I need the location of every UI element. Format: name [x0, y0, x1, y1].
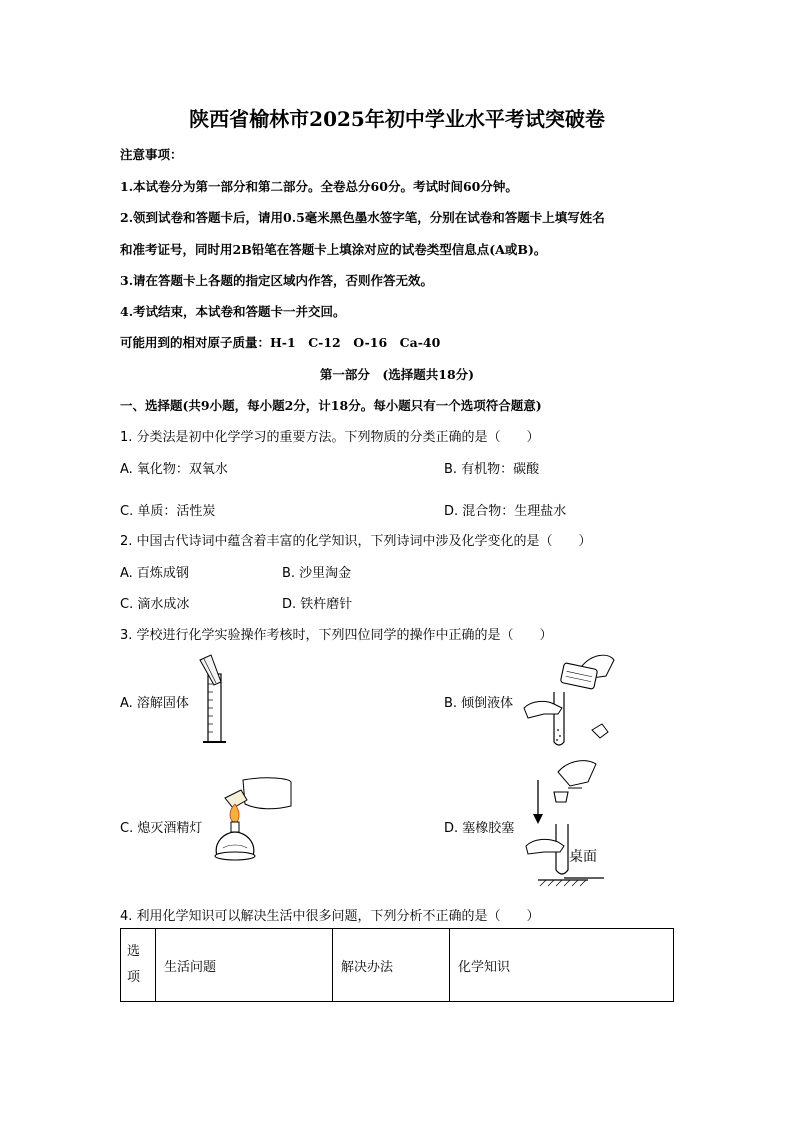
table-header-row: [121, 929, 674, 1002]
q3-option-b: B. 倾倒液体: [444, 696, 514, 711]
table-header-solution: 解决办法: [333, 929, 450, 1002]
q3-option-a: A. 溶解固体: [120, 696, 189, 711]
table-header-problem: 生活问题: [156, 929, 333, 1002]
table-header-option: 选项: [121, 929, 156, 1002]
page-title: 陕西省榆林市2025年初中学业水平考试突破卷: [189, 107, 605, 131]
note-2a: 2.领到试卷和答题卡后，请用0.5毫米黑色墨水签字笔，分别在试卷和答题卡上填写姓名: [120, 210, 605, 225]
desk-label: 桌面: [569, 849, 597, 865]
q1-option-a: A. 氧化物：双氧水: [120, 462, 228, 477]
cylinder-dissolve-figure: [195, 652, 235, 748]
note-3: 3.请在答题卡上各题的指定区域内作答，否则作答无效。: [120, 273, 434, 288]
q2-option-b: B. 沙里淘金: [282, 566, 352, 581]
q1-stem: 1. 分类法是初中化学学习的重要方法。下列物质的分类正确的是（ ）: [120, 430, 540, 445]
q2-stem: 2. 中国古代诗词中蕴含着丰富的化学知识，下列诗词中涉及化学变化的是（ ）: [120, 534, 592, 549]
q1-option-c: C. 单质：活性炭: [120, 504, 216, 519]
atomic-masses: 可能用到的相对原子质量：H-1 C-12 O-16 Ca-40: [120, 335, 441, 350]
q3-stem: 3. 学校进行化学实验操作考核时，下列四位同学的操作中正确的是（ ）: [120, 628, 553, 643]
part1-heading: 第一部分 (选择题共18分): [319, 367, 475, 382]
pour-liquid-figure: [522, 652, 617, 747]
note-1: 1.本试卷分为第一部分和第二部分。全卷总分60分。考试时间60分钟。: [120, 179, 518, 194]
q3-option-c: C. 熄灭酒精灯: [120, 821, 203, 836]
q2-option-d: D. 铁杵磨针: [282, 597, 353, 612]
q4-stem: 4. 利用化学知识可以解决生活中很多问题，下列分析不正确的是（ ）: [120, 909, 540, 924]
alcohol-lamp-figure: [205, 776, 295, 872]
table-header-knowledge: 化学知识: [450, 929, 674, 1002]
q4-table: [120, 928, 674, 1002]
q3-option-d: D. 塞橡胶塞: [444, 821, 515, 836]
section-heading: 一、选择题(共9小题，每小题2分，计18分。每小题只有一个选项符合题意): [120, 398, 542, 413]
notes-heading: 注意事项：: [120, 147, 183, 162]
q1-option-b: B. 有机物：碳酸: [444, 462, 540, 477]
q1-option-d: D. 混合物：生理盐水: [444, 504, 567, 519]
q2-option-c: C. 滴水成冰: [120, 597, 190, 612]
rubber-stopper-figure: [524, 758, 614, 890]
note-4: 4.考试结束，本试卷和答题卡一并交回。: [120, 304, 346, 319]
q2-option-a: A. 百炼成钢: [120, 566, 189, 581]
note-2b: 和准考证号，同时用2B铅笔在答题卡上填涂对应的试卷类型信息点(A或B)。: [120, 242, 547, 257]
